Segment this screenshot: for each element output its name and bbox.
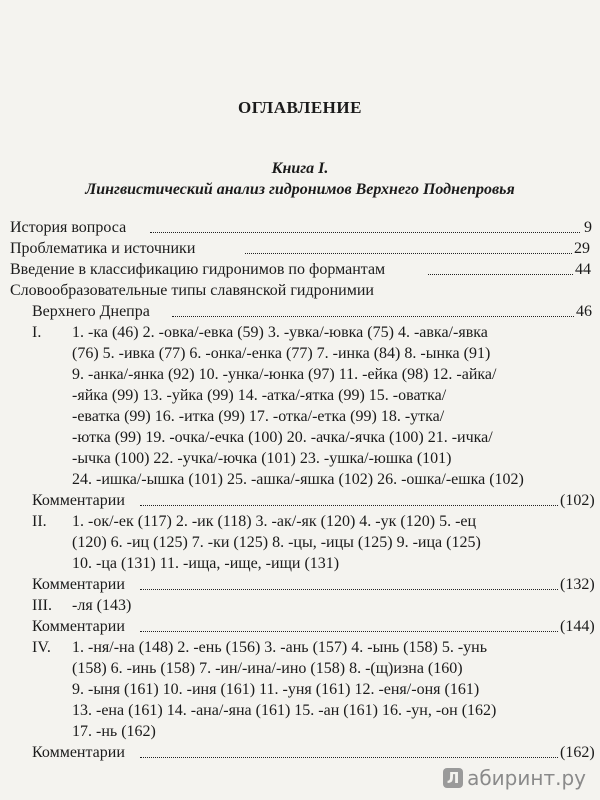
section-text: (158) 6. -инь (158) 7. -ин/-ина/-ино (158) 8. -(щ)изна (160) bbox=[72, 660, 463, 677]
section-roman: I. bbox=[32, 324, 42, 341]
watermark-text: абиринт.ру bbox=[467, 766, 586, 790]
toc-page-number: 46 bbox=[576, 303, 592, 320]
toc-entry-label: Проблематика и источники bbox=[10, 240, 196, 257]
section-text: 13. -ена (161) 14. -ана/-яна (161) 15. -ан (161) 16. -ун, -он (162) bbox=[72, 702, 497, 719]
dot-leader bbox=[140, 631, 558, 632]
comments-label: Комментарии bbox=[32, 492, 125, 509]
comments-entry bbox=[0, 616, 600, 638]
comments-entry bbox=[0, 490, 600, 512]
comments-label: Комментарии bbox=[32, 576, 125, 593]
section-text: 24. -ишка/-ышка (101) 25. -ашка/-яшка (102) 26. -ошка/-ешка (102) bbox=[72, 471, 524, 488]
toc-entry-label: Словообразовательные типы славянской гидронимии bbox=[10, 282, 374, 299]
toc-entry-label: История вопроса bbox=[10, 219, 127, 236]
section-text: 1. -ня/-на (148) 2. -ень (156) 3. -ань (157) 4. -ынь (158) 5. -унь bbox=[72, 639, 488, 656]
toc-entry-label: Введение в классификацию гидронимов по формантам bbox=[10, 261, 386, 278]
section-text: 9. -анка/-янка (92) 10. -унка/-юнка (97) 11. -ейка (98) 12. -айка/ bbox=[72, 366, 497, 383]
dot-leader bbox=[428, 274, 573, 275]
comments-entry bbox=[0, 574, 600, 596]
page-title: ОГЛАВЛЕНИЕ bbox=[238, 98, 362, 117]
toc-page-number: 9 bbox=[584, 219, 592, 236]
dot-leader bbox=[150, 232, 580, 233]
comments-page-number: (144) bbox=[560, 618, 595, 635]
toc-entry bbox=[0, 280, 600, 302]
toc-entry bbox=[0, 217, 600, 239]
section-text: -ля (143) bbox=[72, 597, 132, 614]
dot-leader bbox=[172, 316, 574, 317]
book-number: Книга I. bbox=[271, 160, 329, 177]
toc-entry-label: Верхнего Днепра bbox=[32, 303, 150, 320]
comments-page-number: (162) bbox=[560, 744, 595, 761]
dot-leader bbox=[140, 505, 558, 506]
comments-page-number: (102) bbox=[560, 492, 595, 509]
section-text: 9. -ыня (161) 10. -иня (161) 11. -уня (161) 12. -еня/-оня (161) bbox=[72, 681, 480, 698]
section-text: -еватка (99) 16. -итка (99) 17. -отка/-етка (99) 18. -утка/ bbox=[72, 408, 445, 425]
toc-entry bbox=[0, 238, 600, 260]
comments-label: Комментарии bbox=[32, 744, 125, 761]
section-text: 10. -ца (131) 11. -ища, -ище, -ищи (131) bbox=[72, 555, 340, 572]
comments-page-number: (132) bbox=[560, 576, 595, 593]
labirint-logo-icon: Л bbox=[443, 768, 463, 788]
section-text: 1. -ка (46) 2. -овка/-евка (59) 3. -увка/-ювка (75) 4. -авка/-явка bbox=[72, 324, 488, 341]
section-text: (120) 6. -иц (125) 7. -ки (125) 8. -цы, -ицы (125) 9. -ица (125) bbox=[72, 534, 481, 551]
toc-entry bbox=[0, 301, 600, 323]
dot-leader bbox=[245, 253, 572, 254]
dot-leader bbox=[140, 757, 558, 758]
toc-page-number: 29 bbox=[574, 240, 590, 257]
section-roman: II. bbox=[32, 513, 47, 530]
section-text: (76) 5. -ивка (77) 6. -онка/-енка (77) 7. -инка (84) 8. -ынка (91) bbox=[72, 345, 491, 362]
toc-page-number: 44 bbox=[575, 261, 591, 278]
section-roman: IV. bbox=[32, 639, 51, 656]
dot-leader bbox=[140, 589, 558, 590]
section-text: 1. -ок/-ек (117) 2. -ик (118) 3. -ак/-як (120) 4. -ук (120) 5. -ец bbox=[72, 513, 477, 530]
comments-entry bbox=[0, 742, 600, 764]
section-text: -ютка (99) 19. -очка/-ечка (100) 20. -ачка/-ячка (100) 21. -ичка/ bbox=[72, 429, 493, 446]
section-roman: III. bbox=[32, 597, 52, 614]
section-text: -яйка (99) 13. -уйка (99) 14. -атка/-ятка (99) 15. -оватка/ bbox=[72, 387, 447, 404]
comments-label: Комментарии bbox=[32, 618, 125, 635]
toc-entry bbox=[0, 259, 600, 281]
section-text: -ычка (100) 22. -учка/-ючка (101) 23. -ушка/-юшка (101) bbox=[72, 450, 452, 467]
book-subtitle: Лингвистический анализ гидронимов Верхнего Поднепровья bbox=[85, 181, 515, 198]
watermark bbox=[443, 766, 586, 790]
section-text: 17. -нь (162) bbox=[72, 723, 156, 740]
